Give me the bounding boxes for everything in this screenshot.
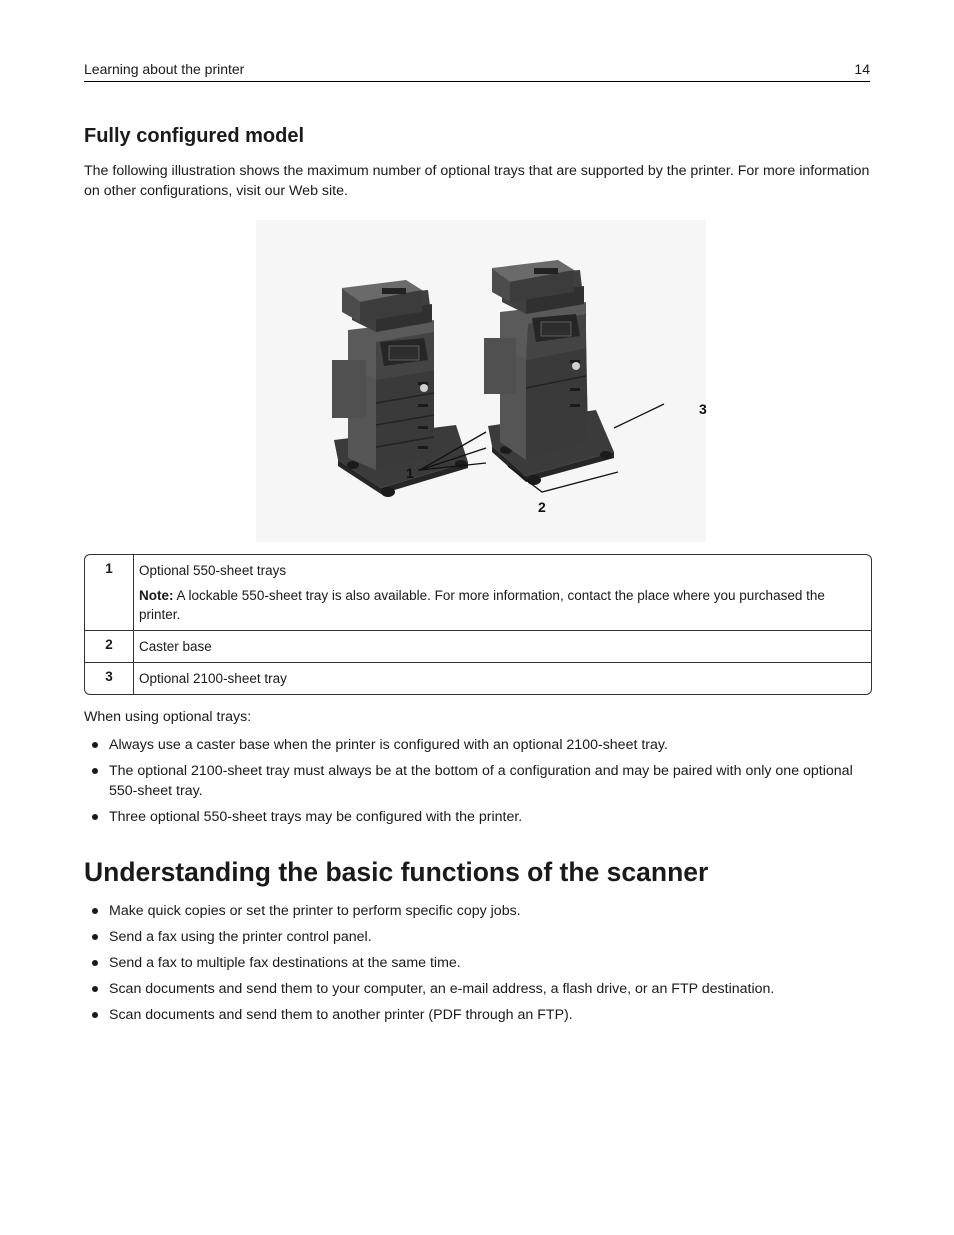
bullet-icon [92,986,98,992]
scanner-heading: Understanding the basic functions of the scanner [84,857,709,887]
note-label: Note: [139,588,174,603]
page-number: 14 [854,61,870,77]
list-item-text: Make quick copies or set the printer to perform specific copy jobs. [109,903,521,919]
list-item-text: The optional 2100-sheet tray must always be at the bottom of a configuration and may be paired with only one optional 550-sheet tray. [109,763,853,799]
list-item-text: Three optional 550-sheet trays may be configured with the printer. [109,809,523,825]
bullet-icon [92,960,98,966]
scanner-bullet-list [84,901,870,1031]
callout-number: 2 [85,631,134,662]
callout-description [134,555,871,630]
list-item-text: Always use a caster base when the printer is configured with an optional 2100-sheet tray. [109,737,668,753]
callout-label-3: 3 [699,401,707,417]
bullet-icon [92,768,98,774]
list-item-text: Scan documents and send them to another printer (PDF through an FTP). [109,1007,573,1023]
callout-number: 1 [85,555,134,630]
callout-number: 3 [85,663,134,694]
callout-label-2: 2 [538,499,546,515]
header-section-title: Learning about the printer [84,61,245,77]
list-item [84,807,870,827]
trays-lead-text: When using optional trays: [84,709,252,725]
callout-table [84,554,872,695]
list-item [84,761,870,801]
bullet-icon [92,1012,98,1018]
note-text: A lockable 550-sheet tray is also available. For more information, contact the place where you purchased the printer. [139,588,825,622]
bullet-icon [92,908,98,914]
callout-description [134,631,871,662]
intro-paragraph: The following illustration shows the maximum number of optional trays that are supported by the printer. For more information on other configurations, visit our Web site. [84,163,870,199]
list-item [84,735,870,755]
callout-description [134,663,871,694]
list-item-text: Send a fax to multiple fax destinations at the same time. [109,955,461,971]
running-header [84,61,870,82]
callout-row [85,555,871,630]
list-item [84,927,870,947]
printer-illustration-svg [256,220,706,542]
list-item-text: Send a fax using the printer control panel. [109,929,372,945]
callout-text: Optional 550-sheet trays [139,563,287,578]
list-item [84,953,870,973]
callout-text: Optional 2100-sheet tray [139,671,287,686]
trays-bullet-list [84,735,870,833]
list-item [84,901,870,921]
list-item [84,1005,870,1025]
printer-configuration-illustration [256,220,706,542]
callout-note [139,586,863,624]
list-item-text: Scan documents and send them to your computer, an e-mail address, a flash drive, or an FTP destination. [109,981,775,997]
callout-row [85,630,871,662]
callout-text: Caster base [139,639,212,654]
list-item [84,979,870,999]
bullet-icon [92,934,98,940]
bullet-icon [92,742,98,748]
section-heading: Fully configured model [84,125,305,147]
callout-label-1: 1 [406,465,414,481]
callout-row [85,662,871,694]
bullet-icon [92,814,98,820]
